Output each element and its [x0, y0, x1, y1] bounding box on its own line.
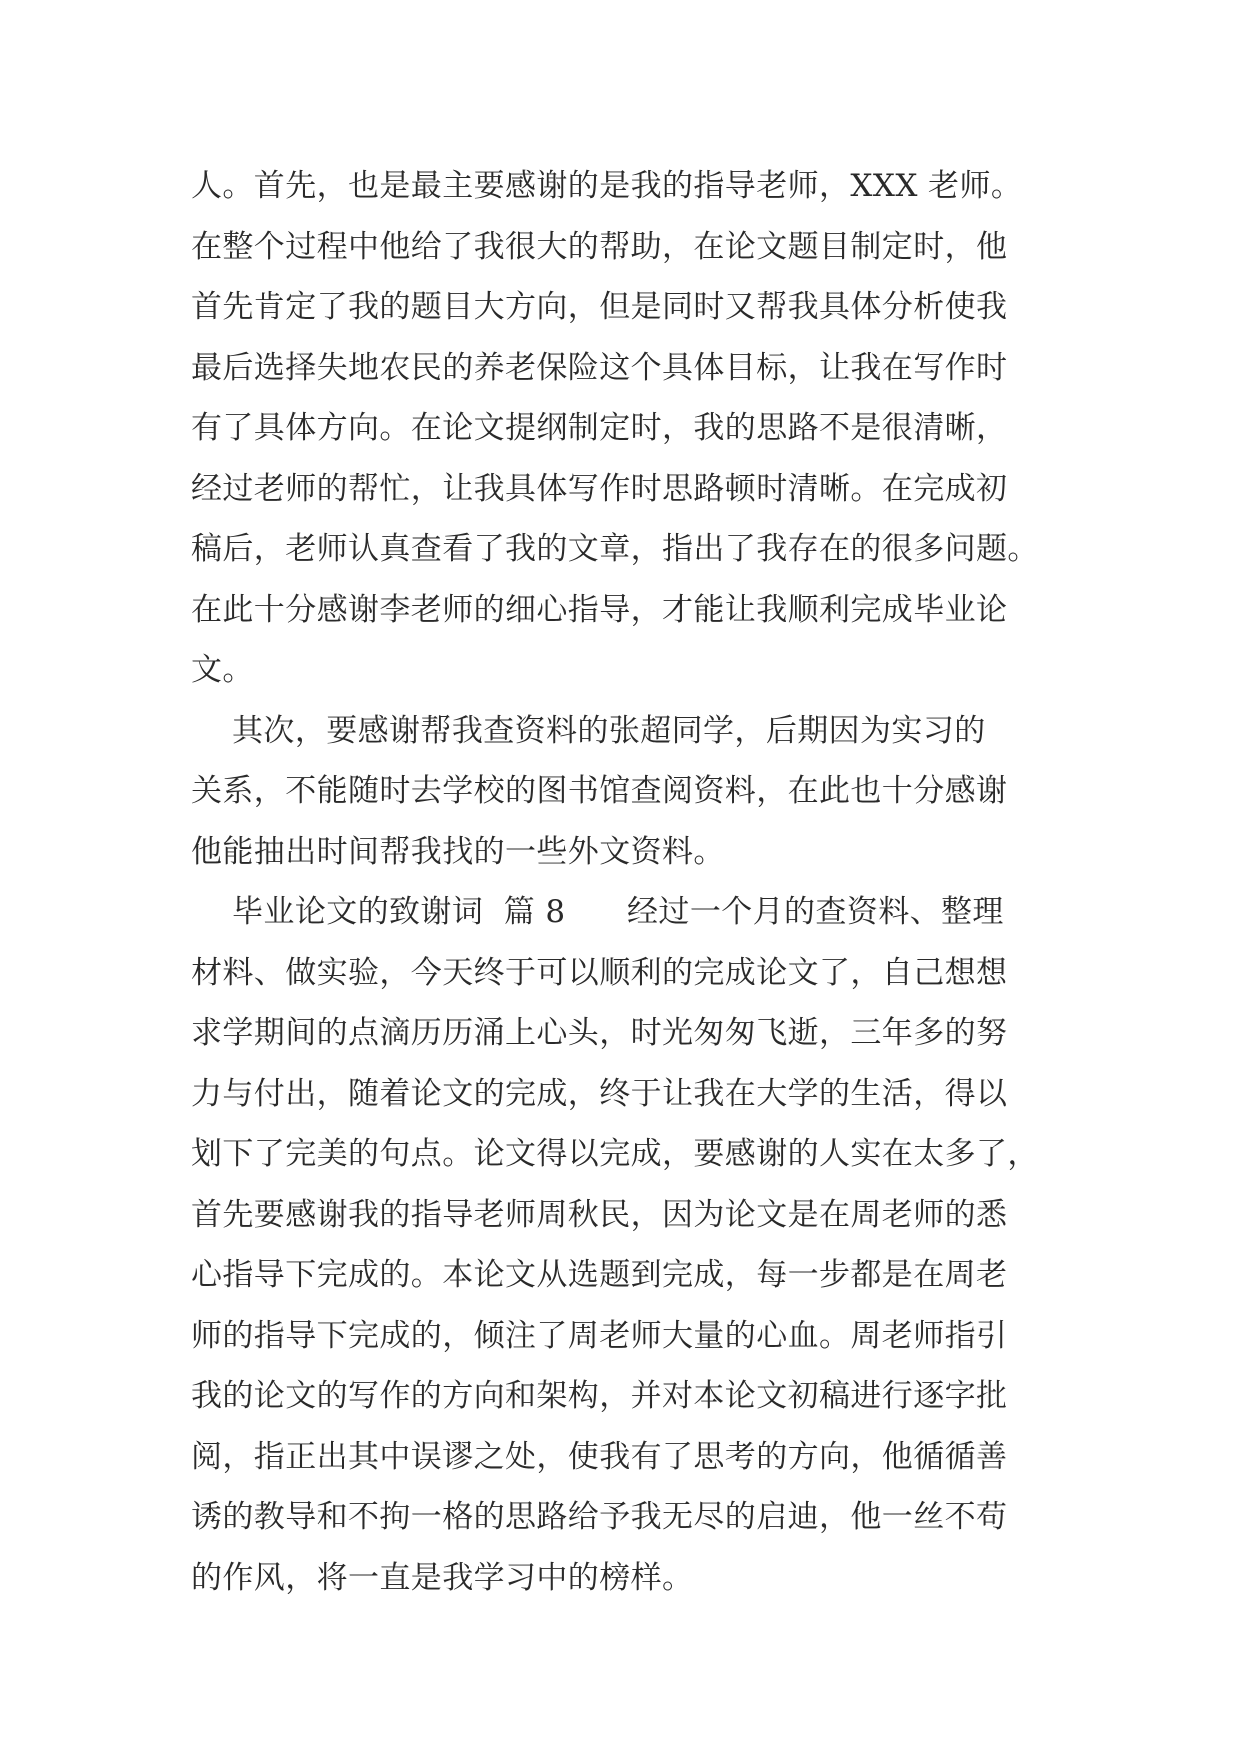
text-line: 材料、做实验，今天终于可以顺利的完成论文了，自己想想	[191, 954, 1008, 991]
text-line: 稿后，老师认真查看了我的文章，指出了我存在的很多问题。	[191, 531, 1039, 567]
text-line: 划下了完美的句点。论文得以完成，要感谢的人实在太多了，	[191, 1136, 1039, 1172]
text-line: 在整个过程中他给了我很大的帮助，在论文题目制定时，他	[191, 228, 1008, 265]
text-line: 关系，不能随时去学校的图书馆查阅资料，在此也十分感谢	[191, 773, 1008, 809]
text-line: 人。首先，也是最主要感谢的是我的指导老师，XXX 老师。	[191, 168, 1023, 204]
text-line: 求学期间的点滴历历涌上心头，时光匆匆飞逝，三年多的努	[191, 1015, 1008, 1051]
text-line: 师的指导下完成的，倾注了周老师大量的心血。周老师指引	[191, 1317, 1008, 1354]
text-line: 心指导下完成的。本论文从选题到完成，每一步都是在周老	[191, 1257, 1008, 1293]
text-line: 他能抽出时间帮我找的一些外文资料。	[191, 833, 725, 870]
text-line: 阅，指正出其中误谬之处，使我有了思考的方向，他循循善	[191, 1438, 1008, 1475]
text-line: 力与付出，随着论文的完成，终于让我在大学的生活，得以	[191, 1075, 1008, 1112]
text-line: 毕业论文的致谢词 篇 8 经过一个月的查资料、整理	[191, 894, 1004, 930]
text-line: 文。	[191, 652, 254, 688]
text-line: 诱的教导和不拘一格的思路给予我无尽的启迪，他一丝不苟	[191, 1499, 1008, 1535]
text-line: 有了具体方向。在论文提纲制定时，我的思路不是很清晰，	[191, 410, 1008, 446]
text-line: 首先肯定了我的题目大方向，但是同时又帮我具体分析使我	[191, 289, 1008, 325]
text-line: 最后选择失地农民的养老保险这个具体目标，让我在写作时	[191, 349, 1008, 386]
text-line: 在此十分感谢李老师的细心指导，才能让我顺利完成毕业论	[191, 591, 1008, 628]
text-line: 的作风，将一直是我学习中的榜样。	[191, 1559, 694, 1596]
document-body	[191, 156, 1051, 1608]
text-line: 首先要感谢我的指导老师周秋民，因为论文是在周老师的悉	[191, 1196, 1008, 1233]
text-line: 我的论文的写作的方向和架构，并对本论文初稿进行逐字批	[191, 1378, 1008, 1414]
text-line: 其次，要感谢帮我查资料的张超同学，后期因为实习的	[191, 712, 986, 749]
text-line: 经过老师的帮忙，让我具体写作时思路顿时清晰。在完成初	[191, 470, 1008, 507]
